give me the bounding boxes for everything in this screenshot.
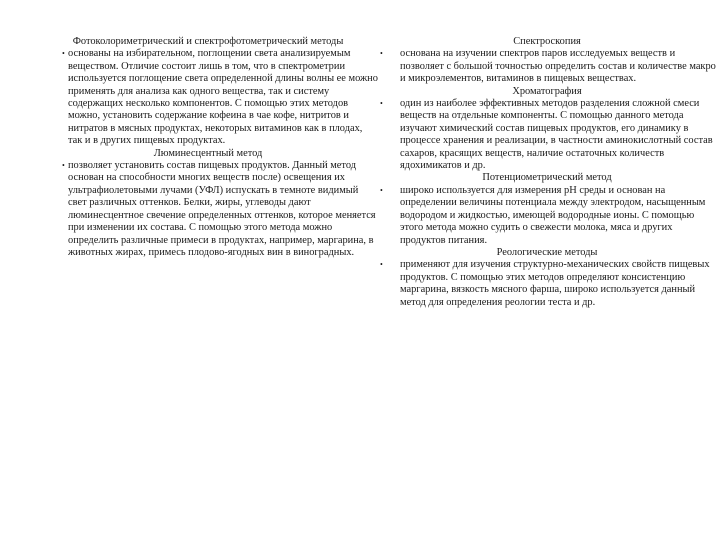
bullet-icon: • xyxy=(380,99,383,109)
heading-chromatography: Хроматография xyxy=(512,85,582,97)
bullet-icon: • xyxy=(380,185,383,195)
bullet-icon: • xyxy=(62,161,65,171)
list-item-potentiometric xyxy=(378,185,716,247)
left-column xyxy=(38,36,378,259)
heading-potentiometric: Потенциометрический метод xyxy=(482,172,612,184)
bullet-icon: • xyxy=(380,260,383,270)
list-item-rheological xyxy=(378,259,716,309)
item-text: применяют для изучения структурно-механических свойств пищевых продуктов. С помощью этих методов определяют консистенцию маргарина, вязкость мясного фарша, широко используется данный метод для определения реологии теста и др. xyxy=(400,259,710,308)
list-item-chromatography xyxy=(378,98,716,172)
item-text: один из наиболее эффективных методов разделения сложной смеси веществ на отдельные компоненты. С помощью данного метода изучают химический состав пищевых продуктов, его динамику в процессе хранения и реализации, в частности аминокислотный состав сахаров, красящих веществ, наличие остаточных количеств ядохимикатов и др. xyxy=(400,98,713,172)
bullet-icon: • xyxy=(62,49,65,59)
list-item-photocolorimetric xyxy=(38,48,378,147)
list-item-spectroscopy xyxy=(378,48,716,85)
item-text: широко используется для измерения рН среды и основан на определении величины потенциала между электродом, насыщенным водородом и жидкостью, имеющей водородные ионы. С помощью этого метода можно судить о свежести молока, мяса и других продуктов питания. xyxy=(400,184,706,246)
item-text: основаны на избирательном, поглощении света анализируемым веществом. Отличие состоит лишь в том, что в спектрометрии используется поглощение света определенной длины волны ее можно применять для анализа как одного вещества, так и систему содержащих несколько компонентов. С помощью этих методов можно, установить содержание кофеина в чае кофе, нитритов и нитратов в мясных продуктах, некоторых витаминов как в плодах, так и в других пищевых продуктах. xyxy=(68,48,378,147)
right-column xyxy=(378,36,716,309)
list-item-luminescent xyxy=(38,160,378,259)
item-text: позволяет установить состав пищевых продуктов. Данный метод основан на способности многих веществ после) освещения их ультрафиолетовыми лучами (УФЛ) испускать в темноте видимый свет различных оттенков. Белки, жиры, углеводы дают люминесцентное свечение определенных оттенков, которое меняется при изменении их состава. С помощью этого метода можно определить различные примеси в продуктах, например, маргарина, в животных жирах, примесь плодово-ягодных вин в виноградных. xyxy=(68,160,376,258)
heading-rheological: Реологические методы xyxy=(496,246,598,258)
heading-photocolorimetric: Фотоколориметрический и спектрофотометрический методы xyxy=(72,36,344,47)
heading-luminescent: Люминесцентный метод xyxy=(153,147,263,159)
heading-spectroscopy: Спектроскопия xyxy=(513,36,581,47)
bullet-icon: • xyxy=(380,49,383,59)
item-text: основана на изучении спектров паров исследуемых веществ и позволяет с большой точностью определить состав и количестве макро и микроэлементов, витаминов в пищевых веществах. xyxy=(400,48,716,85)
